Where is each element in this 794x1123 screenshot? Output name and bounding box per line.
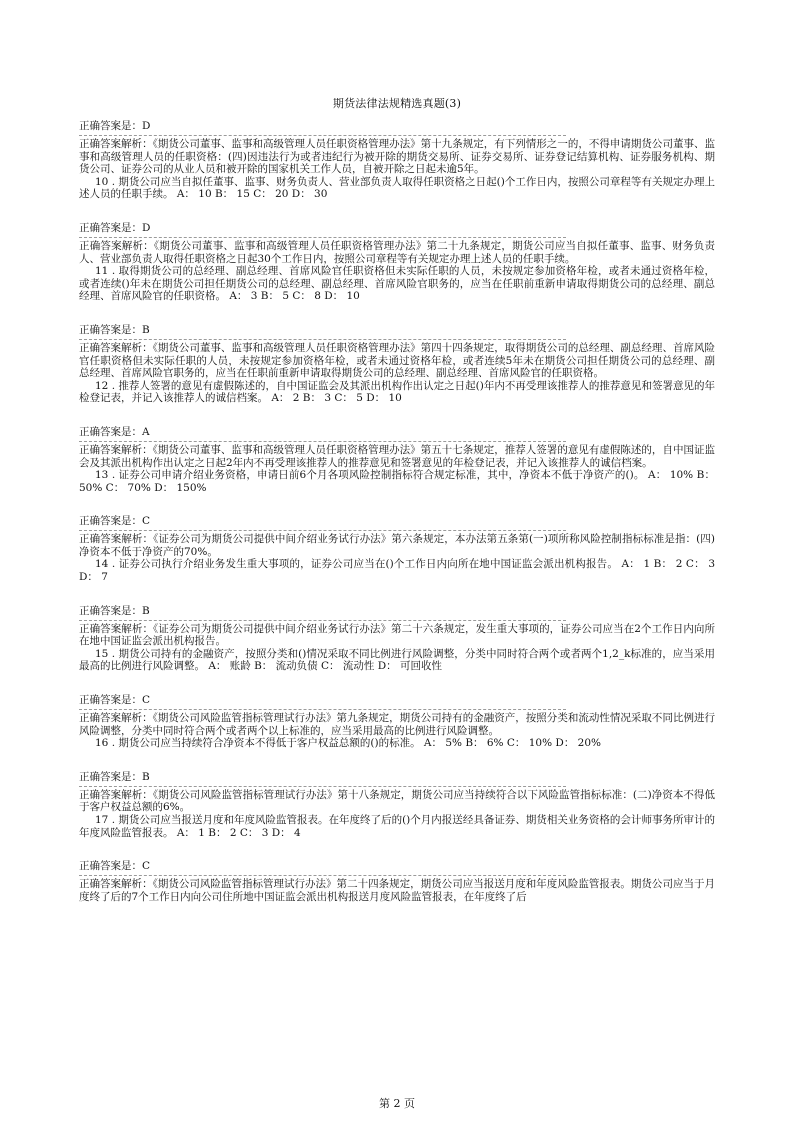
answer-analysis: 正确答案解析：《期货公司董事、监事和高级管理人员任职资格管理办法》第十九条规定，有下列情形之一的，不得申请期货公司董事、监事和高级管理人员的任职资格：(四)因违法行为或者违纪行为被开除的期货交易所、证券交易所、证券登记结算机构、证券服务机构、期货公司、证券公司的从业人员和被开除的国家机关工作人员，自被开除之日起未逾5年。 [79, 138, 715, 176]
next-question: 16 . 期货公司应当持续符合净资本不得低于客户权益总额的()的标准。 A： 5% B： 6% C： 10% D： 20% [95, 737, 602, 750]
answer-analysis: 正确答案解析：《证券公司为期货公司提供中间介绍业务试行办法》第二十六条规定，发生重大事项的，证券公司应当在2个工作日内向所在地中国证监会派出机构报告。 [79, 622, 715, 648]
answer-block-5 [79, 515, 715, 583]
next-question: 14 . 证券公司执行介绍业务发生重大事项的，证券公司应当在()个工作日内向所在地中国证监会派出机构报告。 A： 1 B： 2 C： 3 D： 7 [79, 558, 715, 584]
dashed-divider [79, 237, 566, 238]
page-number: 第 2 页 [379, 1097, 415, 1110]
correct-answer: 正确答案是：C [79, 694, 151, 707]
answer-analysis: 正确答案解析：《期货公司风险监管指标管理试行办法》第二十四条规定，期货公司应当报送月度和年度风险监管报表。期货公司应当于月度终了后的7个工作日内向公司住所地中国证监会派出机构报送月度风险监管报表，在年度终了后 [79, 878, 715, 903]
answer-block-8 [79, 771, 715, 839]
next-question: 11 . 取得期货公司的总经理、副总经理、首席风险官任职资格但未实际任职的人员，未按规定参加资格年检，或者未通过资格年检，或者连续()年未在期货公司担任期货公司的总经理、副总经理、首席风险官职务的，应当在任职前重新申请取得期货公司的总经理、副总经理、首席风险官的任职资格。 A： 3 B： 5 C： 8 D： 10 [79, 265, 715, 303]
dashed-divider [79, 530, 566, 531]
next-question: 13 . 证券公司申请介绍业务资格，申请日前6个月各项风险控制指标符合规定标准，其中，净资本不低于净资产的()。 A： 10% B： 50% C： 70% D： 150% [79, 469, 715, 494]
answer-block-4 [79, 426, 715, 494]
answer-block-7 [79, 694, 715, 750]
answer-analysis: 正确答案解析：《期货公司风险监管指标管理试行办法》第十八条规定，期货公司应当持续符合以下风险监管指标标准：(二)净资本不得低于客户权益总额的6%。 [79, 788, 715, 814]
answer-analysis: 正确答案解析：《期货公司董事、监事和高级管理人员任职资格管理办法》第四十四条规定，取得期货公司的总经理、副总经理、首席风险官任职资格但未实际任职的人员，未按规定参加资格年检，或者未通过资格年检，或者连续5年未在期货公司担任期货公司的总经理、副总经理、首席风险官职务的，应当在任职前重新申请取得期货公司的总经理、副总经理、首席风险官的任职资格。 [79, 341, 715, 380]
answer-block-2 [79, 222, 715, 303]
dashed-divider [79, 875, 566, 876]
dashed-divider [79, 441, 566, 442]
dashed-divider [79, 339, 566, 340]
answer-block-6 [79, 605, 715, 673]
answer-analysis: 正确答案解析：《证券公司为期货公司提供中间介绍业务试行办法》第六条规定，本办法第五条第(一)项所称风险控制指标标准是指：(四)净资本不低于净资产的70%。 [79, 533, 715, 558]
answer-analysis: 正确答案解析：《期货公司董事、监事和高级管理人员任职资格管理办法》第二十九条规定，期货公司应当自拟任董事、监事、财务负责人、营业部负责人取得任职资格之日起30个工作日内，按照公司章程等有关规定办理上述人员的任职手续。 [79, 239, 715, 265]
next-question: 15 . 期货公司持有的金融资产，按照分类和()情况采取不同比例进行风险调整，分类中同时符合两个或者两个1,2_k标准的，应当采用最高的比例进行风险调整。 A： 账龄 B： 流动负债 C： 流动性 D： 可回收性 [79, 647, 715, 673]
next-question: 12 . 推荐人签署的意见有虚假陈述的，自中国证监会及其派出机构作出认定之日起()年内不再受理该推荐人的推荐意见和签署意见的年检登记表，并记入该推荐人的诚信档案。 A： 2 B： 3 C： 5 D： 10 [79, 379, 715, 405]
correct-answer: 正确答案是：A [79, 425, 150, 438]
correct-answer: 正确答案是：B [79, 604, 150, 617]
correct-answer: 正确答案是：C [79, 860, 151, 873]
answer-block-1 [79, 120, 715, 201]
correct-answer: 正确答案是：D [79, 221, 151, 234]
correct-answer: 正确答案是：C [79, 515, 151, 528]
answer-analysis: 正确答案解析：《期货公司风险监管指标管理试行办法》第九条规定，期货公司持有的金融资产，按照分类和流动性情况采取不同比例进行风险调整，分类中同时符合两个或者两个以上标准的，应当采用最高的比例进行风险调整。 [79, 712, 715, 737]
correct-answer: 正确答案是：D [79, 120, 151, 132]
answer-block-3 [79, 324, 715, 405]
dashed-divider [79, 620, 566, 621]
answer-block-9 [79, 860, 715, 903]
next-question: 10 . 期货公司应当自拟任董事、监事、财务负责人、营业部负责人取得任职资格之日起()个工作日内，按照公司章程等有关规定办理上述人员的任职手续。 A： 10 B： 15 C： 20 D： 30 [79, 175, 715, 201]
correct-answer: 正确答案是：B [79, 770, 150, 783]
next-question: 17 . 期货公司应当报送月度和年度风险监管报表。在年度终了后的()个月内报送经具备证券、期货相关业务资格的会计师事务所审计的年度风险监管报表。 A： 1 B： 2 C： 3 D： 4 [79, 814, 715, 839]
dashed-divider [79, 709, 566, 710]
answer-analysis: 正确答案解析：《期货公司董事、监事和高级管理人员任职资格管理办法》第五十七条规定，推荐人签署的意见有虚假陈述的，自中国证监会及其派出机构作出认定之日起2年内不再受理该推荐人的推荐意见和签署意见的年检登记表，并记入该推荐人的诚信档案。 [79, 443, 715, 469]
document-body [79, 120, 715, 924]
correct-answer: 正确答案是：B [79, 323, 150, 336]
dashed-divider [79, 135, 566, 136]
dashed-divider [79, 786, 566, 787]
page-title: 期货法律法规精选真题(3) [332, 97, 462, 110]
